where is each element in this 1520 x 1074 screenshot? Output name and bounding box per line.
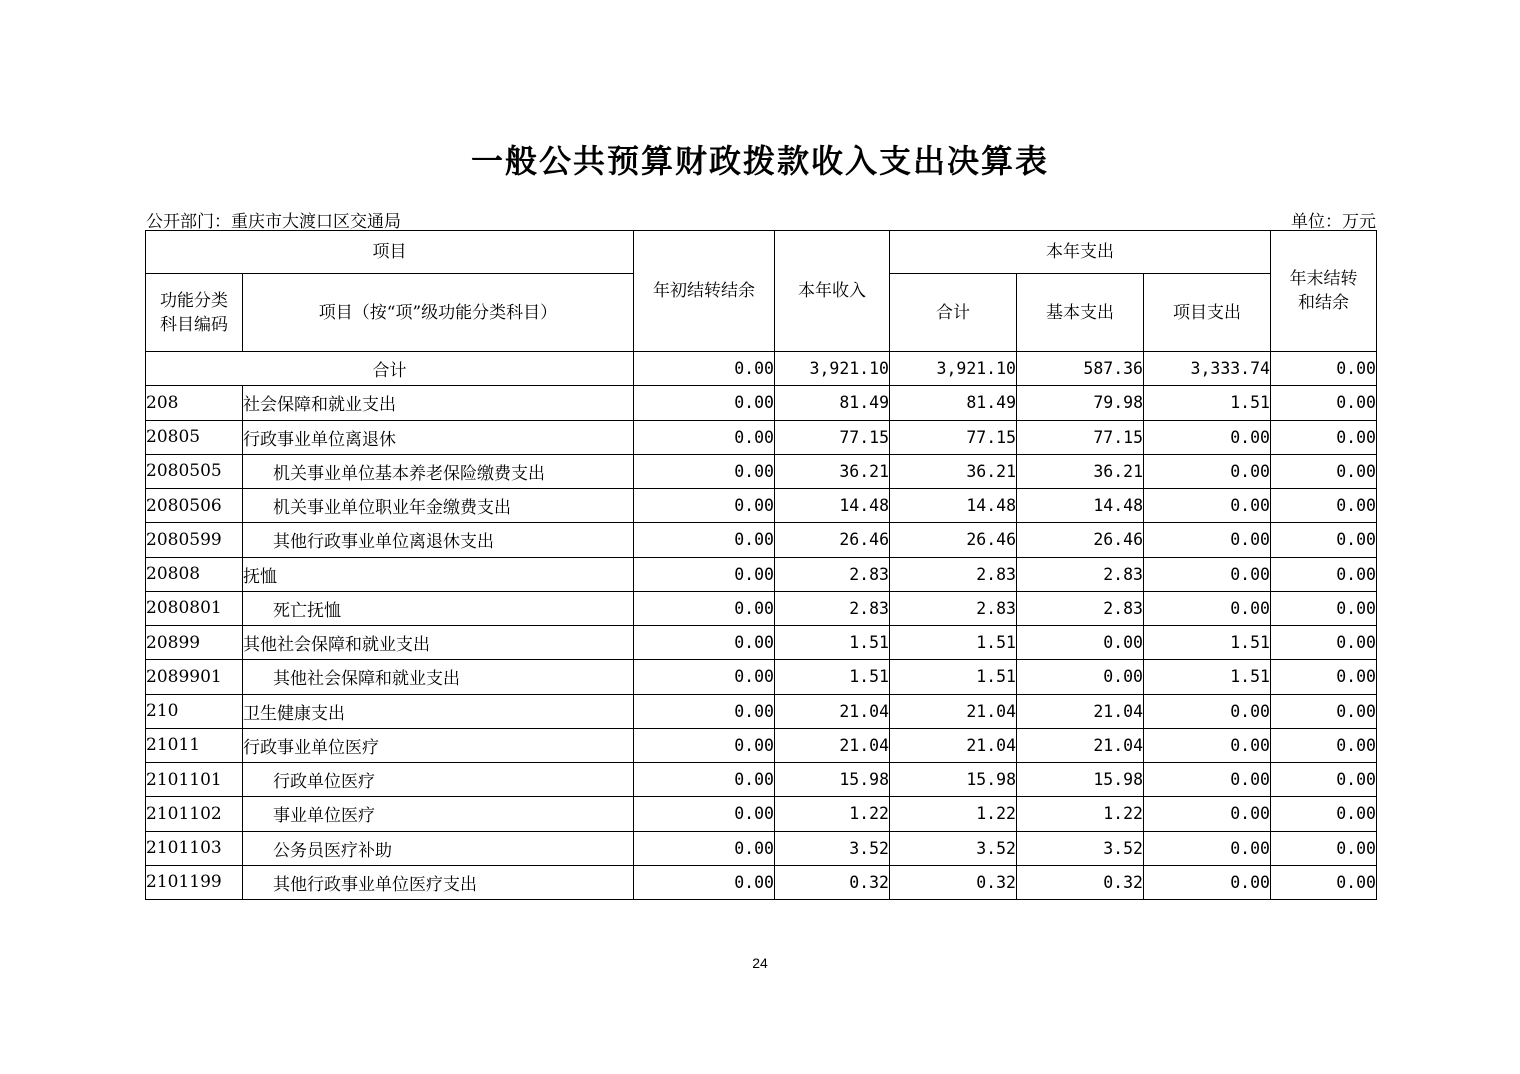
header-exp-basic: 基本支出 [1017,274,1144,352]
row-exp-project: 1.51 [1144,626,1271,660]
row-name: 社会保障和就业支出 [243,386,634,420]
row-opening-balance: 0.00 [634,420,775,454]
department-label: 公开部门：重庆市大渡口区交通局 [146,212,401,232]
table-row [146,797,1377,831]
row-exp-basic: 2.83 [1017,557,1144,591]
row-exp-total: 1.51 [890,660,1017,694]
row-exp-basic: 0.32 [1017,865,1144,899]
row-code: 20808 [146,557,243,591]
row-exp-project: 0.00 [1144,523,1271,557]
table-row [146,591,1377,625]
row-exp-total: 81.49 [890,386,1017,420]
row-opening-balance: 0.00 [634,523,775,557]
row-name: 行政事业单位离退休 [243,420,634,454]
row-closing-balance: 0.00 [1271,626,1377,660]
row-income: 26.46 [775,523,890,557]
row-exp-project: 0.00 [1144,694,1271,728]
row-closing-balance: 0.00 [1271,728,1377,762]
row-income: 3.52 [775,831,890,865]
row-name: 机关事业单位职业年金缴费支出 [243,489,634,523]
row-exp-basic: 1.22 [1017,797,1144,831]
table-row [146,454,1377,488]
row-exp-total: 26.46 [890,523,1017,557]
row-name: 其他社会保障和就业支出 [243,660,634,694]
table-row [146,660,1377,694]
header-exp-total: 合计 [890,274,1017,352]
row-exp-project: 0.00 [1144,763,1271,797]
row-opening-balance: 0.00 [634,489,775,523]
row-opening-balance: 0.00 [634,763,775,797]
row-name: 抚恤 [243,557,634,591]
row-name: 机关事业单位基本养老保险缴费支出 [243,454,634,488]
row-exp-basic: 79.98 [1017,386,1144,420]
row-code: 20805 [146,420,243,454]
row-income: 21.04 [775,728,890,762]
total-income: 3,921.10 [775,352,890,386]
row-code: 2101102 [146,797,243,831]
header-project-name: 项目（按“项”级功能分类科目） [243,274,634,352]
row-exp-total: 2.83 [890,557,1017,591]
header-income: 本年收入 [775,231,890,352]
row-exp-total: 0.32 [890,865,1017,899]
row-exp-basic: 21.04 [1017,694,1144,728]
table-row [146,523,1377,557]
row-exp-total: 77.15 [890,420,1017,454]
row-exp-basic: 3.52 [1017,831,1144,865]
table-row [146,831,1377,865]
row-exp-basic: 0.00 [1017,660,1144,694]
header-closing-balance: 年末结转和结余 [1271,231,1377,352]
row-exp-basic: 2.83 [1017,591,1144,625]
row-closing-balance: 0.00 [1271,865,1377,899]
row-code: 210 [146,694,243,728]
total-closing-balance: 0.00 [1271,352,1377,386]
row-exp-project: 0.00 [1144,831,1271,865]
row-exp-basic: 15.98 [1017,763,1144,797]
row-closing-balance: 0.00 [1271,489,1377,523]
row-name: 其他行政事业单位离退休支出 [243,523,634,557]
row-name: 其他社会保障和就业支出 [243,626,634,660]
row-closing-balance: 0.00 [1271,660,1377,694]
row-income: 2.83 [775,591,890,625]
row-closing-balance: 0.00 [1271,763,1377,797]
row-code: 2101101 [146,763,243,797]
row-code: 2101103 [146,831,243,865]
row-income: 0.32 [775,865,890,899]
row-opening-balance: 0.00 [634,728,775,762]
page-number: 24 [752,955,768,971]
row-code: 2080505 [146,454,243,488]
row-exp-project: 0.00 [1144,728,1271,762]
table-row [146,865,1377,899]
row-income: 1.51 [775,660,890,694]
report-meta [146,207,1376,232]
row-exp-project: 0.00 [1144,591,1271,625]
row-closing-balance: 0.00 [1271,591,1377,625]
row-name: 行政事业单位医疗 [243,728,634,762]
row-name: 其他行政事业单位医疗支出 [243,865,634,899]
total-row [146,352,1377,386]
row-code: 2080599 [146,523,243,557]
row-exp-project: 0.00 [1144,489,1271,523]
row-exp-project: 0.00 [1144,797,1271,831]
page-title: 一般公共预算财政拨款收入支出决算表 [470,142,1049,180]
row-income: 77.15 [775,420,890,454]
row-exp-project: 0.00 [1144,454,1271,488]
header-project: 项目 [146,231,634,274]
total-exp-project: 3,333.74 [1144,352,1271,386]
row-code: 2080801 [146,591,243,625]
row-exp-project: 0.00 [1144,420,1271,454]
row-income: 1.51 [775,626,890,660]
row-exp-total: 1.51 [890,626,1017,660]
row-income: 1.22 [775,797,890,831]
table-row [146,386,1377,420]
table-row [146,420,1377,454]
total-exp-total: 3,921.10 [890,352,1017,386]
row-exp-project: 1.51 [1144,660,1271,694]
row-exp-project: 1.51 [1144,386,1271,420]
row-opening-balance: 0.00 [634,797,775,831]
row-exp-total: 14.48 [890,489,1017,523]
row-opening-balance: 0.00 [634,454,775,488]
header-exp-project: 项目支出 [1144,274,1271,352]
row-income: 81.49 [775,386,890,420]
table-row [146,763,1377,797]
row-code: 208 [146,386,243,420]
row-income: 2.83 [775,557,890,591]
total-label: 合计 [146,352,634,386]
row-closing-balance: 0.00 [1271,831,1377,865]
row-exp-basic: 0.00 [1017,626,1144,660]
row-name: 死亡抚恤 [243,591,634,625]
row-opening-balance: 0.00 [634,386,775,420]
total-exp-basic: 587.36 [1017,352,1144,386]
row-exp-basic: 77.15 [1017,420,1144,454]
row-exp-total: 21.04 [890,728,1017,762]
row-code: 2101199 [146,865,243,899]
table-row [146,694,1377,728]
row-exp-total: 2.83 [890,591,1017,625]
row-exp-total: 15.98 [890,763,1017,797]
row-code: 21011 [146,728,243,762]
row-closing-balance: 0.00 [1271,386,1377,420]
row-income: 15.98 [775,763,890,797]
row-exp-basic: 36.21 [1017,454,1144,488]
row-opening-balance: 0.00 [634,660,775,694]
row-closing-balance: 0.00 [1271,557,1377,591]
row-exp-project: 0.00 [1144,865,1271,899]
row-exp-project: 0.00 [1144,557,1271,591]
row-exp-total: 36.21 [890,454,1017,488]
row-code: 2080506 [146,489,243,523]
table-row [146,489,1377,523]
row-opening-balance: 0.00 [634,626,775,660]
row-closing-balance: 0.00 [1271,523,1377,557]
row-code: 2089901 [146,660,243,694]
row-opening-balance: 0.00 [634,865,775,899]
header-expenditure: 本年支出 [890,231,1271,274]
unit-label: 单位：万元 [1291,212,1376,232]
row-closing-balance: 0.00 [1271,797,1377,831]
row-exp-total: 3.52 [890,831,1017,865]
total-opening-balance: 0.00 [634,352,775,386]
table-row [146,728,1377,762]
row-exp-basic: 21.04 [1017,728,1144,762]
row-opening-balance: 0.00 [634,694,775,728]
row-opening-balance: 0.00 [634,831,775,865]
row-closing-balance: 0.00 [1271,694,1377,728]
row-income: 36.21 [775,454,890,488]
row-name: 公务员医疗补助 [243,831,634,865]
header-func-code: 功能分类科目编码 [146,274,243,352]
row-exp-total: 21.04 [890,694,1017,728]
row-exp-total: 1.22 [890,797,1017,831]
row-closing-balance: 0.00 [1271,420,1377,454]
row-name: 行政单位医疗 [243,763,634,797]
row-exp-basic: 26.46 [1017,523,1144,557]
header-opening-balance: 年初结转结余 [634,231,775,352]
row-income: 21.04 [775,694,890,728]
budget-table [145,230,1377,900]
row-closing-balance: 0.00 [1271,454,1377,488]
row-opening-balance: 0.00 [634,557,775,591]
row-name: 卫生健康支出 [243,694,634,728]
row-exp-basic: 14.48 [1017,489,1144,523]
row-opening-balance: 0.00 [634,591,775,625]
row-name: 事业单位医疗 [243,797,634,831]
row-income: 14.48 [775,489,890,523]
table-row [146,557,1377,591]
table-row [146,626,1377,660]
row-code: 20899 [146,626,243,660]
